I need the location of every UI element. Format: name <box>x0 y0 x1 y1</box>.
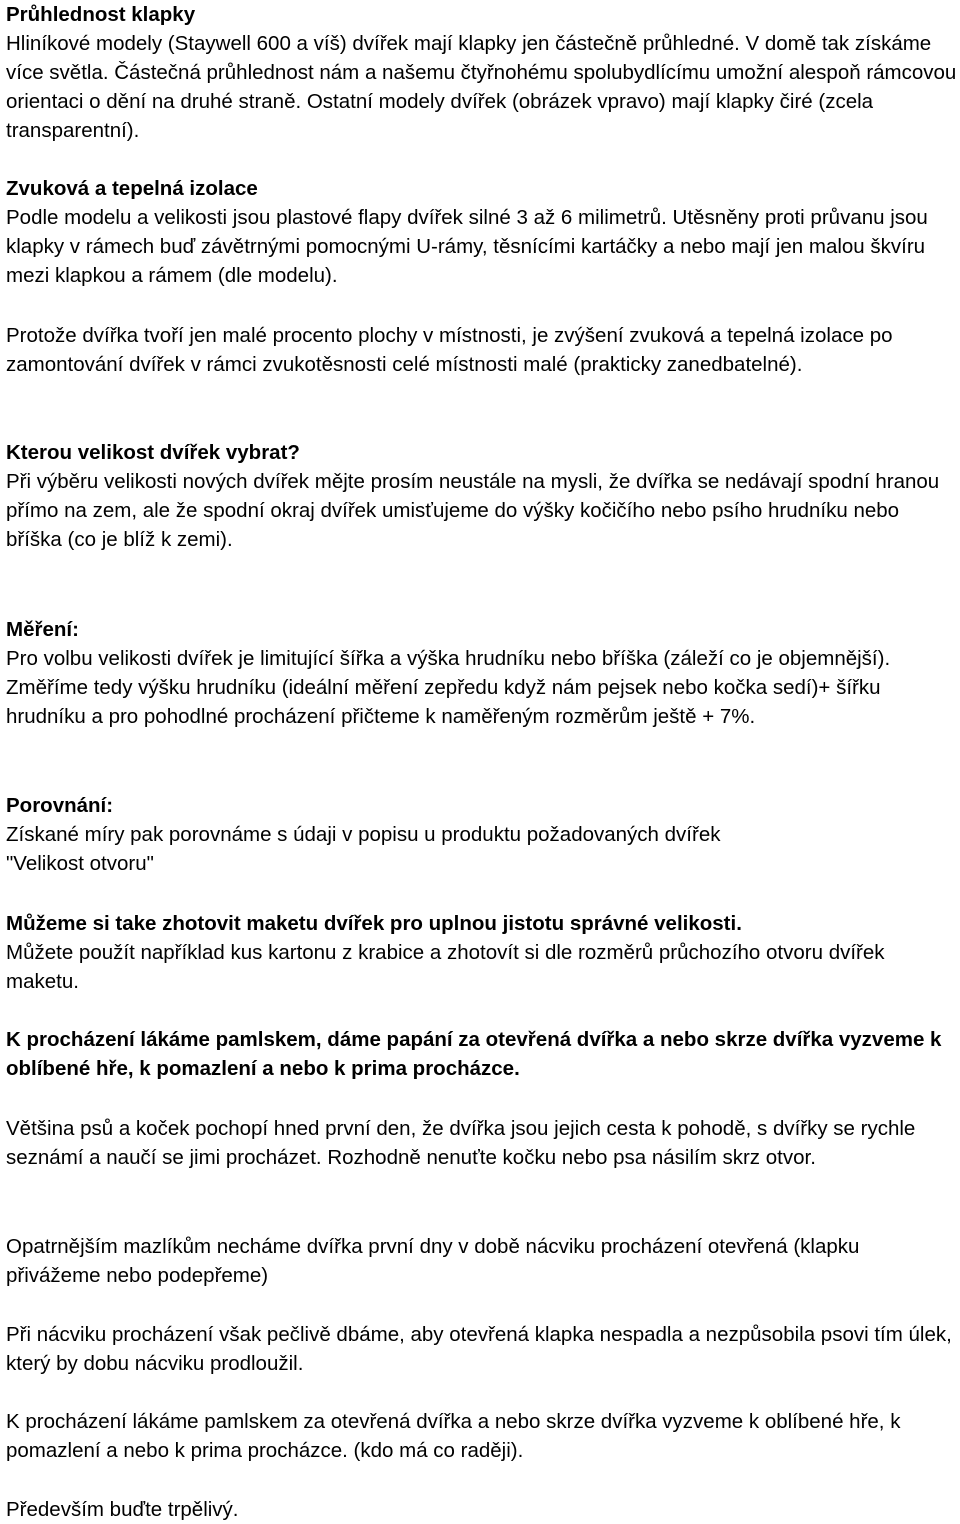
section-careful <box>6 1232 958 1290</box>
paragraph-comparison-line1: Získané míry pak porovnáme s údaji v popisu u produktu požadovaných dvířek <box>6 823 721 846</box>
heading-mockup: Můžeme si take zhotovit maketu dvířek pro uplnou jistotu správné velikosti. <box>6 912 742 935</box>
section-insulation <box>6 174 958 290</box>
heading-comparison: Porovnání: <box>6 794 114 817</box>
paragraph-mockup: Můžete použít například kus kartonu z krabice a zhotovít si dle rozměrů průchozího otvoru dvířek maketu. <box>6 941 885 993</box>
heading-insulation: Zvuková a tepelná izolace <box>6 177 258 200</box>
section-treats-bold <box>6 1025 958 1083</box>
paragraph-training: Při nácviku procházení však pečlivě dbáme, aby otevřená klapka nespadla a nezpůsobila psovi tím úlek, který by dobu nácviku prodloužil. <box>6 1323 952 1375</box>
section-size <box>6 438 958 554</box>
paragraph-treats-bold: K procházení lákáme pamlskem, dáme papání za otevřená dvířka a nebo skrze dvířka vyzveme k oblíbené hře, k pomazlení a nebo k prima procházce. <box>6 1028 942 1080</box>
section-transparency <box>6 0 958 145</box>
paragraph-size: Při výběru velikosti nových dvířek mějte prosím neustále na mysli, že dvířka se nedávají spodní hranou přímo na zem, ale že spodní okraj dvířek umisťujeme do výšky kočičího nebo psího hrudníku nebo bříška (co je blíž k zemi). <box>6 470 940 551</box>
section-most-pets <box>6 1114 958 1172</box>
paragraph-insulation-note: Protože dvířka tvoří jen malé procento plochy v místnosti, je zvýšení zvuková a tepelná izolace po zamontování dvířek v rámci zvukotěsnosti celé místnosti malé (prakticky zanedbatelné). <box>6 324 893 376</box>
paragraph-comparison-line2: "Velikost otvoru" <box>6 852 154 875</box>
section-patience <box>6 1495 958 1524</box>
section-measurement <box>6 615 958 731</box>
heading-measurement: Měření: <box>6 618 79 641</box>
paragraph-insulation: Podle modelu a velikosti jsou plastové flapy dvířek silné 3 až 6 milimetrů. Utěsněny proti průvanu jsou klapky v rámech buď závětrnými pomocnými U-rámy, těsnícími kartáčky a nebo mají jen malou škvíru mezi klapkou a rámem (dle modelu). <box>6 206 928 287</box>
section-training <box>6 1320 958 1378</box>
section-insulation-note <box>6 321 958 379</box>
paragraph-careful: Opatrnějším mazlíkům necháme dvířka první dny v době nácviku procházení otevřená (klapku přivážeme nebo podepřeme) <box>6 1235 860 1287</box>
paragraph-transparency: Hliníkové modely (Staywell 600 a víš) dvířek mají klapky jen částečně průhledné. V domě tak získáme více světla. Částečná průhlednost nám a našemu čtyřnohému spolubydlícímu umožní alespoň rámcovou orientaci o dění na druhé straně. Ostatní modely dvířek (obrázek vpravo) mají klapky čiré (zcela transparentní). <box>6 32 957 142</box>
section-mockup <box>6 909 958 996</box>
paragraph-most-pets: Většina psů a koček pochopí hned první den, že dvířka jsou jejich cesta k pohodě, s dvířky se rychle seznámí a naučí se jimi procházet. Rozhodně nenuťte kočku nebo psa násilím skrz otvor. <box>6 1117 916 1169</box>
heading-size: Kterou velikost dvířek vybrat? <box>6 441 300 464</box>
paragraph-patience: Především buďte trpělivý. <box>6 1498 239 1521</box>
section-treats-plain <box>6 1407 958 1465</box>
paragraph-measurement: Pro volbu velikosti dvířek je limitující šířka a výška hrudníku nebo bříška (záleží co je objemnější). Změříme tedy výšku hrudníku (ideální měření zepředu když nám pejsek nebo kočka sedí)+ šířku hrudníku a pro pohodlné procházení přičteme k naměřeným rozměrům ještě + 7%. <box>6 647 891 728</box>
paragraph-treats-plain: K procházení lákáme pamlskem za otevřená dvířka a nebo skrze dvířka vyzveme k oblíbené hře, k pomazlení a nebo k prima procházce. (kdo má co raději). <box>6 1410 901 1462</box>
section-comparison <box>6 791 958 878</box>
heading-transparency: Průhlednost klapky <box>6 3 196 26</box>
